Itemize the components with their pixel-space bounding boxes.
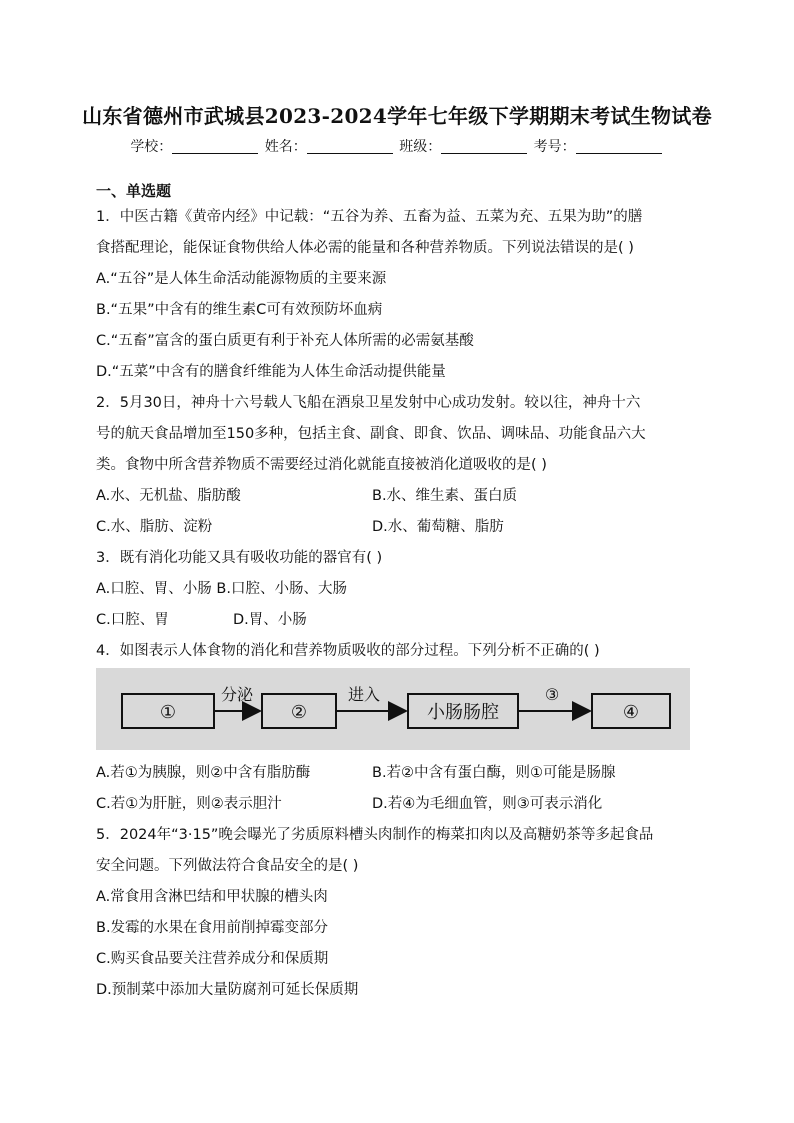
diagram-arrow-3-label: ③ bbox=[544, 685, 560, 704]
diagram-box-2-label: ② bbox=[290, 702, 308, 723]
student-info-row bbox=[0, 136, 794, 156]
number-label: 考号： bbox=[533, 139, 576, 155]
number-blank bbox=[576, 139, 662, 154]
q4-option-d: D.若④为毛细血管，则③可表示消化 bbox=[372, 796, 603, 812]
diagram-arrow-1-label: 分泌 bbox=[220, 685, 254, 704]
q2-option-b: B.水、维生素、蛋白质 bbox=[372, 488, 518, 504]
q2-option-d: D.水、葡萄糖、脂肪 bbox=[372, 519, 504, 535]
q5-option-b: B.发霉的水果在食用前削掉霉变部分 bbox=[96, 920, 329, 936]
q4-stem: 4．如图表示人体食物的消化和营养物质吸收的部分过程。下列分析不正确的( ) bbox=[96, 643, 600, 659]
q3-option-ab: A.口腔、胃、小肠 B.口腔、小肠、大肠 bbox=[96, 581, 347, 597]
q3-option-d: D.胃、小肠 bbox=[233, 612, 307, 628]
q1-option-d: D.“五菜”中含有的膳食纤维能为人体生命活动提供能量 bbox=[96, 364, 446, 380]
diagram-arrow-2-label: 进入 bbox=[347, 685, 381, 704]
q5-stem-line2: 安全问题。下列做法符合食品安全的是( ) bbox=[96, 858, 359, 874]
school-blank bbox=[172, 139, 258, 154]
q2-stem-line1: 2．5月30日，神舟十六号载人飞船在酒泉卫星发射中心成功发射。较以往，神舟十六 bbox=[96, 395, 641, 411]
q1-option-a: A.“五谷”是人体生命活动能源物质的主要来源 bbox=[96, 271, 387, 287]
name-blank bbox=[307, 139, 393, 154]
digestion-process-diagram bbox=[96, 668, 690, 750]
q5-option-d: D.预制菜中添加大量防腐剂可延长保质期 bbox=[96, 982, 359, 998]
section-heading: 一、单选题 bbox=[96, 182, 172, 200]
q5-stem-line1: 5．2024年“3·15”晚会曝光了劣质原料槽头肉制作的梅菜扣肉以及高糖奶茶等多起食品 bbox=[96, 827, 654, 843]
page-title: 山东省德州市武城县2023-2024学年七年级下学期期末考试生物试卷 bbox=[82, 104, 712, 128]
class-blank bbox=[441, 139, 527, 154]
diagram-box-1-label: ① bbox=[159, 702, 177, 723]
q2-stem-line2: 号的航天食品增加至150多种，包括主食、副食、即食、饮品、调味品、功能食品六大 bbox=[96, 426, 646, 442]
q5-option-a: A.常食用含淋巴结和甲状腺的槽头肉 bbox=[96, 889, 328, 905]
q1-stem-line2: 食搭配理论，能保证食物供给人体必需的能量和各种营养物质。下列说法错误的是( ) bbox=[96, 240, 634, 256]
q4-option-b: B.若②中含有蛋白酶，则①可能是肠腺 bbox=[372, 765, 616, 781]
q4-option-c: C.若①为肝脏，则②表示胆汁 bbox=[96, 796, 282, 812]
q5-option-c: C.购买食品要关注营养成分和保质期 bbox=[96, 951, 329, 967]
q1-stem-line1: 1．中医古籍《黄帝内经》中记载：“五谷为养、五畜为益、五菜为充、五果为助”的膳 bbox=[96, 209, 643, 225]
q2-option-a: A.水、无机盐、脂肪酸 bbox=[96, 488, 241, 504]
q3-stem: 3．既有消化功能又具有吸收功能的器官有( ) bbox=[96, 550, 383, 566]
diagram-box-4-label: ④ bbox=[622, 702, 640, 723]
q4-option-a: A.若①为胰腺，则②中含有脂肪酶 bbox=[96, 765, 311, 781]
class-label: 班级： bbox=[399, 139, 442, 155]
q1-option-c: C.“五畜”富含的蛋白质更有利于补充人体所需的必需氨基酸 bbox=[96, 333, 474, 349]
diagram-box-3-label: 小肠肠腔 bbox=[427, 702, 499, 723]
school-label: 学校： bbox=[130, 139, 173, 155]
q2-stem-line3: 类。食物中所含营养物质不需要经过消化就能直接被消化道吸收的是( ) bbox=[96, 457, 547, 473]
q2-option-c: C.水、脂肪、淀粉 bbox=[96, 519, 213, 535]
name-label: 姓名： bbox=[264, 139, 307, 155]
q1-option-b: B.“五果”中含有的维生素C可有效预防坏血病 bbox=[96, 302, 383, 318]
q3-option-c: C.口腔、胃 bbox=[96, 612, 169, 628]
